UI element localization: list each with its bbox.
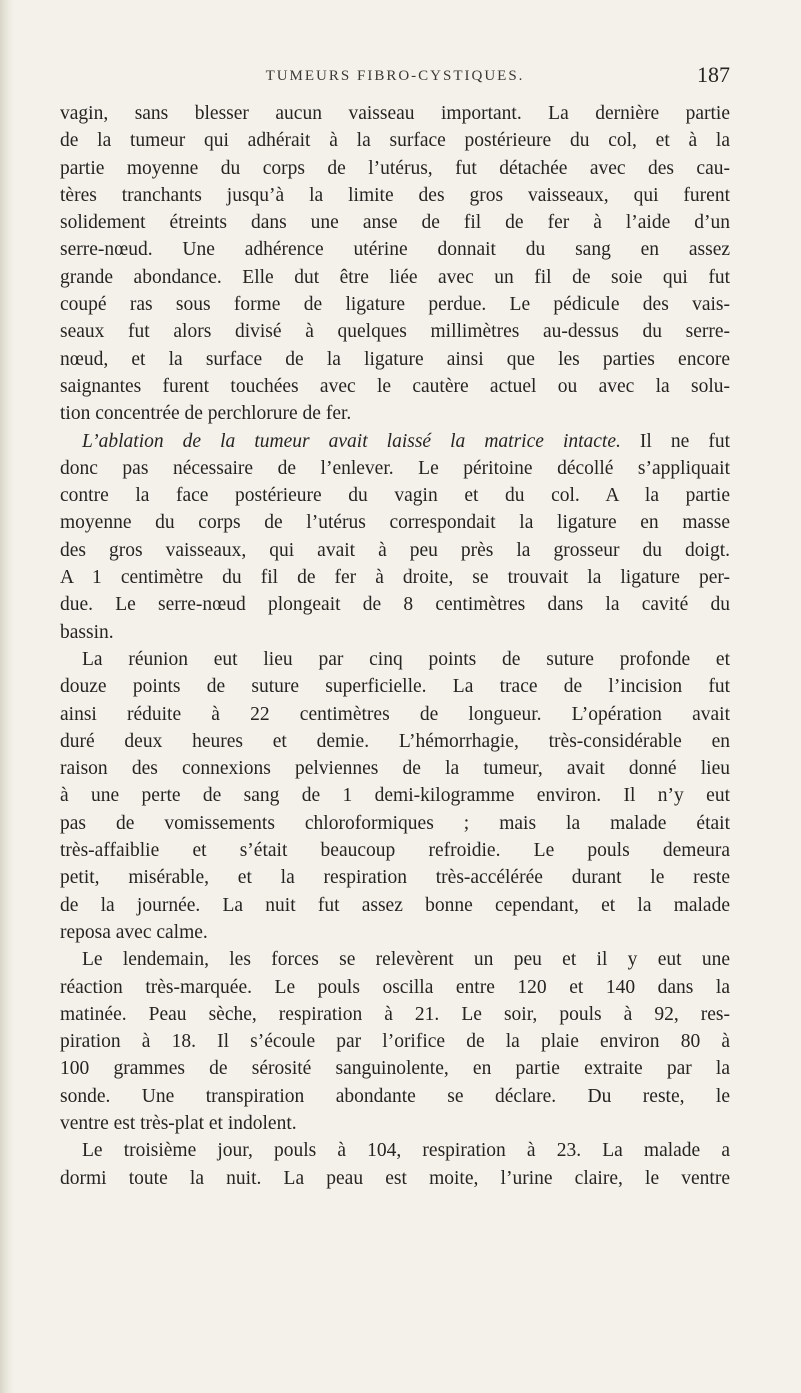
text-line: moyenne du corps de l’utérus correspondait la ligature en masse (60, 512, 730, 534)
text-line: très-affaiblie et s’était beaucoup refroidie. Le pouls demeura (60, 840, 730, 862)
body-text (60, 100, 730, 1192)
text-line: solidement étreints dans une anse de fil de fer à l’aide d’un (60, 212, 730, 234)
text-line: raison des connexions pelviennes de la tumeur, avait donné lieu (60, 758, 730, 780)
text-line: matinée. Peau sèche, respiration à 21. Le soir, pouls à 92, res- (60, 1003, 730, 1025)
text-line: bassin. (60, 621, 114, 643)
page-edge-shadow (0, 0, 14, 1393)
text-line: de la tumeur qui adhérait à la surface postérieure du col, et à la (60, 130, 730, 152)
text-line: reposa avec calme. (60, 921, 208, 943)
text-line: ainsi réduite à 22 centimètres de longueur. L’opération avait (60, 703, 730, 725)
text-line: piration à 18. Il s’écoule par l’orifice de la plaie environ 80 à (60, 1031, 730, 1053)
text-line: des gros vaisseaux, qui avait à peu près la grosseur du doigt. (60, 539, 730, 561)
running-title: TUMEURS FIBRO-CYSTIQUES. (265, 68, 525, 84)
text-line: Le lendemain, les forces se relevèrent un peu et il y eut une (82, 949, 730, 971)
text-line: tères tranchants jusqu’à la limite des gros vaisseaux, qui furent (60, 184, 730, 206)
text-line (60, 428, 730, 455)
text-line: donc pas nécessaire de l’enlever. Le péritoine décollé s’appliquait (60, 457, 730, 479)
text-line: contre la face postérieure du vagin et du col. A la partie (60, 485, 730, 507)
text-line: serre-nœud. Une adhérence utérine donnait du sang en assez (60, 239, 730, 261)
text-line: vagin, sans blesser aucun vaisseau important. La dernière partie (60, 103, 730, 124)
line-remainder: Il ne fut (620, 430, 730, 452)
text-line: La réunion eut lieu par cinq points de suture profonde et (82, 648, 730, 670)
text-line: A 1 centimètre du fil de fer à droite, se trouvait la ligature per- (60, 567, 730, 589)
text-line: due. Le serre-nœud plongeait de 8 centimètres dans la cavité du (60, 594, 730, 616)
text-line: à une perte de sang de 1 demi-kilogramme environ. Il n’y eut (60, 785, 730, 807)
text-line: seaux fut alors divisé à quelques millimètres au-dessus du serre- (60, 321, 730, 343)
text-line: douze points de suture superficielle. La trace de l’incision fut (60, 676, 730, 698)
text-line: sonde. Une transpiration abondante se déclare. Du reste, le (60, 1085, 730, 1107)
text-line: duré deux heures et demie. L’hémorrhagie, très-considérable en (60, 730, 730, 752)
italic-phrase: L’ablation de la tumeur avait laissé la matrice intacte. (82, 430, 621, 452)
page-number: 187 (697, 62, 730, 87)
text-line: petit, misérable, et la respiration très-accélérée durant le reste (60, 867, 730, 889)
text-line: coupé ras sous forme de ligature perdue. Le pédicule des vais- (60, 294, 730, 316)
text-line: ventre est très-plat et indolent. (60, 1112, 297, 1134)
text-line: réaction très-marquée. Le pouls oscilla entre 120 et 140 dans la (60, 976, 730, 998)
text-line: pas de vomissements chloroformiques ; mais la malade était (60, 812, 730, 834)
text-line: partie moyenne du corps de l’utérus, fut détachée avec des cau- (60, 157, 730, 179)
text-line: 100 grammes de sérosité sanguinolente, en partie extraite par la (60, 1058, 730, 1080)
running-head (60, 62, 730, 92)
text-line: saignantes furent touchées avec le cautère actuel ou avec la solu- (60, 375, 730, 397)
text-line: grande abondance. Elle dut être liée avec un fil de soie qui fut (60, 266, 730, 288)
text-line: tion concentrée de perchlorure de fer. (60, 403, 352, 425)
text-line: dormi toute la nuit. La peau est moite, l’urine claire, le ventre (60, 1167, 730, 1189)
text-line: Le troisième jour, pouls à 104, respiration à 23. La malade a (82, 1140, 730, 1162)
text-line: de la journée. La nuit fut assez bonne cependant, et la malade (60, 894, 730, 916)
text-line: nœud, et la surface de la ligature ainsi que les parties encore (60, 348, 730, 370)
